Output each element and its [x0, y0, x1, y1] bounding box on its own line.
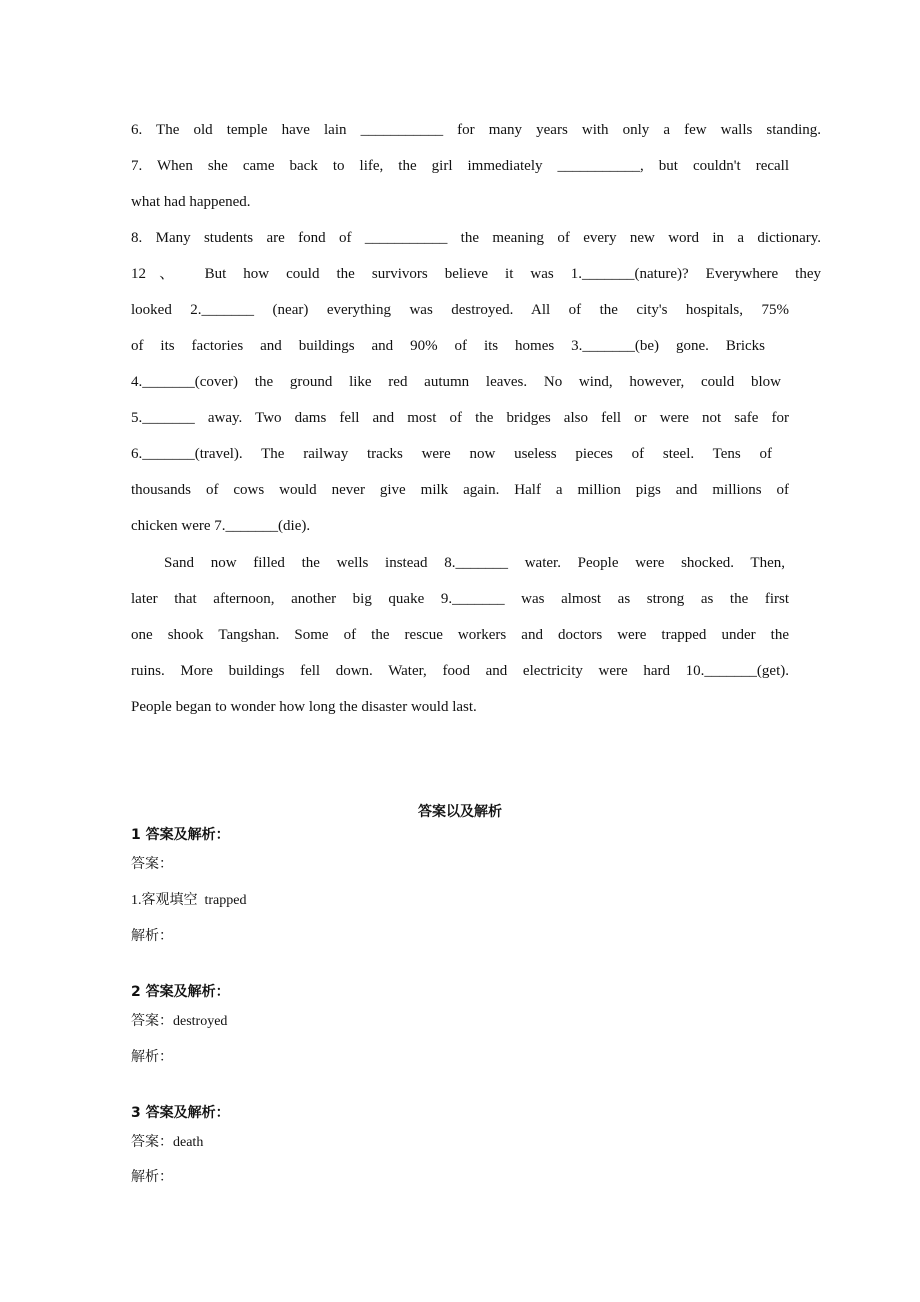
passage-line: of its factories and buildings and 90% of its homes 3._______(be) gone. Bricks: [131, 338, 765, 354]
passage-line: 5._______ away. Two dams fell and most of the bridges also fell or were not safe for: [131, 410, 789, 426]
passage-line: 4._______(cover) the ground like red autumn leaves. No wind, however, could blow: [131, 374, 781, 390]
answer-heading: 1 答案及解析：: [131, 827, 230, 843]
question-line: what had happened.: [131, 194, 251, 210]
analysis-label: 解析：: [131, 929, 173, 944]
question-line: 6. The old temple have lain ___________ for many years with only a few walls standing.: [131, 122, 821, 138]
answer-value: 答案：destroyed: [131, 1014, 228, 1029]
passage-line: thousands of cows would never give milk again. Half a million pigs and millions of: [131, 482, 789, 498]
passage-line: chicken were 7._______(die).: [131, 518, 311, 534]
answer-value: 1.客观填空 trapped: [131, 893, 247, 908]
answer-value: 答案：death: [131, 1135, 204, 1150]
answer-heading: 3 答案及解析：: [131, 1105, 230, 1121]
passage-line: 6._______(travel). The railway tracks were now useless pieces of steel. Tens of: [131, 446, 772, 462]
passage-line: Sand now filled the wells instead 8._______ water. People were shocked. Then,: [164, 555, 785, 571]
passage-line: one shook Tangshan. Some of the rescue workers and doctors were trapped under the: [131, 627, 789, 643]
passage-line: looked 2._______ (near) everything was destroyed. All of the city's hospitals, 75%: [131, 302, 789, 318]
passage-line: 12、 But how could the survivors believe it was 1._______(nature)? Everywhere they: [131, 266, 821, 282]
passage-line: later that afternoon, another big quake 9._______ was almost as strong as the first: [131, 591, 789, 607]
question-line: 7. When she came back to life, the girl immediately ___________, but couldn't recall: [131, 158, 789, 174]
answer-heading: 2 答案及解析：: [131, 984, 230, 1000]
answers-title: 答案以及解析: [418, 804, 502, 820]
analysis-label: 解析：: [131, 1050, 173, 1065]
analysis-label: 解析：: [131, 1170, 173, 1185]
passage-line: ruins. More buildings fell down. Water, food and electricity were hard 10._______(get).: [131, 663, 789, 679]
passage-line: People began to wonder how long the disaster would last.: [131, 699, 477, 715]
question-line: 8. Many students are fond of ___________ the meaning of every new word in a dictionary.: [131, 230, 821, 246]
answer-label: 答案：: [131, 857, 173, 872]
